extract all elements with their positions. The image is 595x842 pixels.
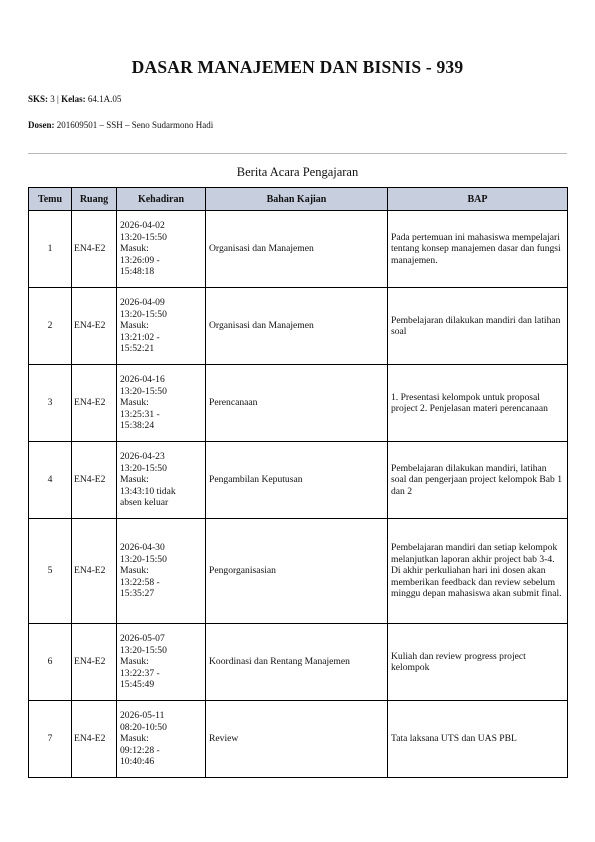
cell-kehadiran xyxy=(117,211,206,288)
cell-temu: 6 xyxy=(29,624,72,701)
attendance-schedule: 13:20-15:50 xyxy=(120,644,167,656)
cell-temu: 4 xyxy=(29,442,72,519)
attendance-out: 15:45:49 xyxy=(120,679,155,691)
attendance-date: 2026-05-11 xyxy=(120,710,165,722)
attendance-in: 13:43:10 tidak xyxy=(120,485,176,497)
divider xyxy=(28,153,567,154)
cell-bap: Kuliah dan review progress project kelompok xyxy=(388,624,568,701)
cell-ruang: EN4-E2 xyxy=(72,288,117,365)
table-row xyxy=(29,701,568,778)
cell-bahan-kajian: Organisasi dan Manajemen xyxy=(206,211,388,288)
table-header xyxy=(29,188,568,211)
cell-bap: 1. Presentasi kelompok untuk proposal project 2. Penjelasan materi perencanaan xyxy=(388,365,568,442)
attendance-in: 13:25:31 - xyxy=(120,408,160,420)
sks-value: 3 xyxy=(50,94,55,104)
cell-kehadiran xyxy=(117,442,206,519)
cell-ruang: EN4-E2 xyxy=(72,519,117,624)
attendance-date: 2026-04-23 xyxy=(120,451,165,463)
attendance-date: 2026-04-30 xyxy=(120,542,165,554)
cell-kehadiran xyxy=(117,624,206,701)
cell-bahan-kajian: Organisasi dan Manajemen xyxy=(206,288,388,365)
attendance-label: Masuk: xyxy=(120,320,149,332)
cell-kehadiran xyxy=(117,288,206,365)
kelas-value: 64.1A.05 xyxy=(87,94,122,104)
table-header-row xyxy=(29,188,568,211)
attendance-label: Masuk: xyxy=(120,474,149,486)
attendance-out: absen keluar xyxy=(120,497,169,509)
sks-label: SKS: xyxy=(28,94,49,104)
cell-ruang: EN4-E2 xyxy=(72,624,117,701)
cell-kehadiran xyxy=(117,519,206,624)
cell-bahan-kajian: Koordinasi dan Rentang Manajemen xyxy=(206,624,388,701)
attendance-label: Masuk: xyxy=(120,565,149,577)
dosen-value: 201609501 – SSH – Seno Sudarmono Hadi xyxy=(56,120,214,130)
attendance-schedule: 08:20-10:50 xyxy=(120,721,167,733)
column-header-bap: BAP xyxy=(388,188,568,211)
cell-temu: 3 xyxy=(29,365,72,442)
attendance-out: 15:38:24 xyxy=(120,420,155,432)
column-header-bahan-kajian: Bahan Kajian xyxy=(206,188,388,211)
cell-temu: 1 xyxy=(29,211,72,288)
bap-table xyxy=(28,187,568,778)
attendance-label: Masuk: xyxy=(120,397,149,409)
attendance-schedule: 13:20-15:50 xyxy=(120,308,167,320)
document-title: DASAR MANAJEMEN DAN BISNIS - 939 xyxy=(131,57,464,77)
cell-bap: Pembelajaran dilakukan mandiri, latihan soal dan pengerjaan project kelompok Bab 1 dan 2 xyxy=(388,442,568,519)
attendance-in: 09:12:28 - xyxy=(120,744,160,756)
cell-bap: Tata laksana UTS dan UAS PBL xyxy=(388,701,568,778)
cell-bap: Pembelajaran mandiri dan setiap kelompok melanjutkan laporan akhir project bab 3-4. Di akhir perkuliahan hari ini dosen akan memberikan feedback dan review sebelum minggu depan mahasiswa akan submit final. xyxy=(388,519,568,624)
cell-temu: 7 xyxy=(29,701,72,778)
cell-ruang: EN4-E2 xyxy=(72,365,117,442)
column-header-ruang: Ruang xyxy=(72,188,117,211)
kelas-label: Kelas: xyxy=(61,94,86,104)
cell-kehadiran xyxy=(117,365,206,442)
cell-bap: Pembelajaran dilakukan mandiri dan latihan soal xyxy=(388,288,568,365)
attendance-label: Masuk: xyxy=(120,656,149,668)
attendance-label: Masuk: xyxy=(120,733,149,745)
cell-temu: 5 xyxy=(29,519,72,624)
cell-ruang: EN4-E2 xyxy=(72,442,117,519)
table-body xyxy=(29,211,568,778)
cell-ruang: EN4-E2 xyxy=(72,211,117,288)
meta-separator: | xyxy=(57,94,59,104)
section-title: Berita Acara Pengajaran xyxy=(236,165,359,179)
attendance-in: 13:22:58 - xyxy=(120,576,160,588)
dosen-label: Dosen: xyxy=(28,120,55,130)
attendance-date: 2026-05-07 xyxy=(120,633,165,645)
attendance-label: Masuk: xyxy=(120,243,149,255)
column-header-kehadiran: Kehadiran xyxy=(117,188,206,211)
attendance-schedule: 13:20-15:50 xyxy=(120,385,167,397)
attendance-in: 13:26:09 - xyxy=(120,254,160,266)
attendance-date: 2026-04-02 xyxy=(120,220,165,232)
attendance-in: 13:21:02 - xyxy=(120,331,160,343)
attendance-out: 15:52:21 xyxy=(120,343,155,355)
lecturer-meta xyxy=(28,120,213,130)
attendance-out: 15:48:18 xyxy=(120,266,155,278)
attendance-schedule: 13:20-15:50 xyxy=(120,462,167,474)
attendance-in: 13:22:37 - xyxy=(120,667,160,679)
attendance-schedule: 13:20-15:50 xyxy=(120,553,167,565)
course-meta xyxy=(28,94,121,104)
table-row xyxy=(29,624,568,701)
attendance-date: 2026-04-16 xyxy=(120,374,165,386)
column-header-temu: Temu xyxy=(29,188,72,211)
cell-bahan-kajian: Pengorganisasian xyxy=(206,519,388,624)
attendance-schedule: 13:20-15:50 xyxy=(120,231,167,243)
attendance-date: 2026-04-09 xyxy=(120,297,165,309)
cell-temu: 2 xyxy=(29,288,72,365)
cell-bahan-kajian: Pengambilan Keputusan xyxy=(206,442,388,519)
cell-kehadiran xyxy=(117,701,206,778)
cell-bap: Pada pertemuan ini mahasiswa mempelajari tentang konsep manajemen dasar dan fungsi manajemen. xyxy=(388,211,568,288)
attendance-out: 15:35:27 xyxy=(120,588,155,600)
table-row xyxy=(29,288,568,365)
cell-ruang: EN4-E2 xyxy=(72,701,117,778)
attendance-out: 10:40:46 xyxy=(120,756,155,768)
table-row xyxy=(29,442,568,519)
cell-bahan-kajian: Review xyxy=(206,701,388,778)
table-row xyxy=(29,211,568,288)
cell-bahan-kajian: Perencanaan xyxy=(206,365,388,442)
table-row xyxy=(29,519,568,624)
table-row xyxy=(29,365,568,442)
